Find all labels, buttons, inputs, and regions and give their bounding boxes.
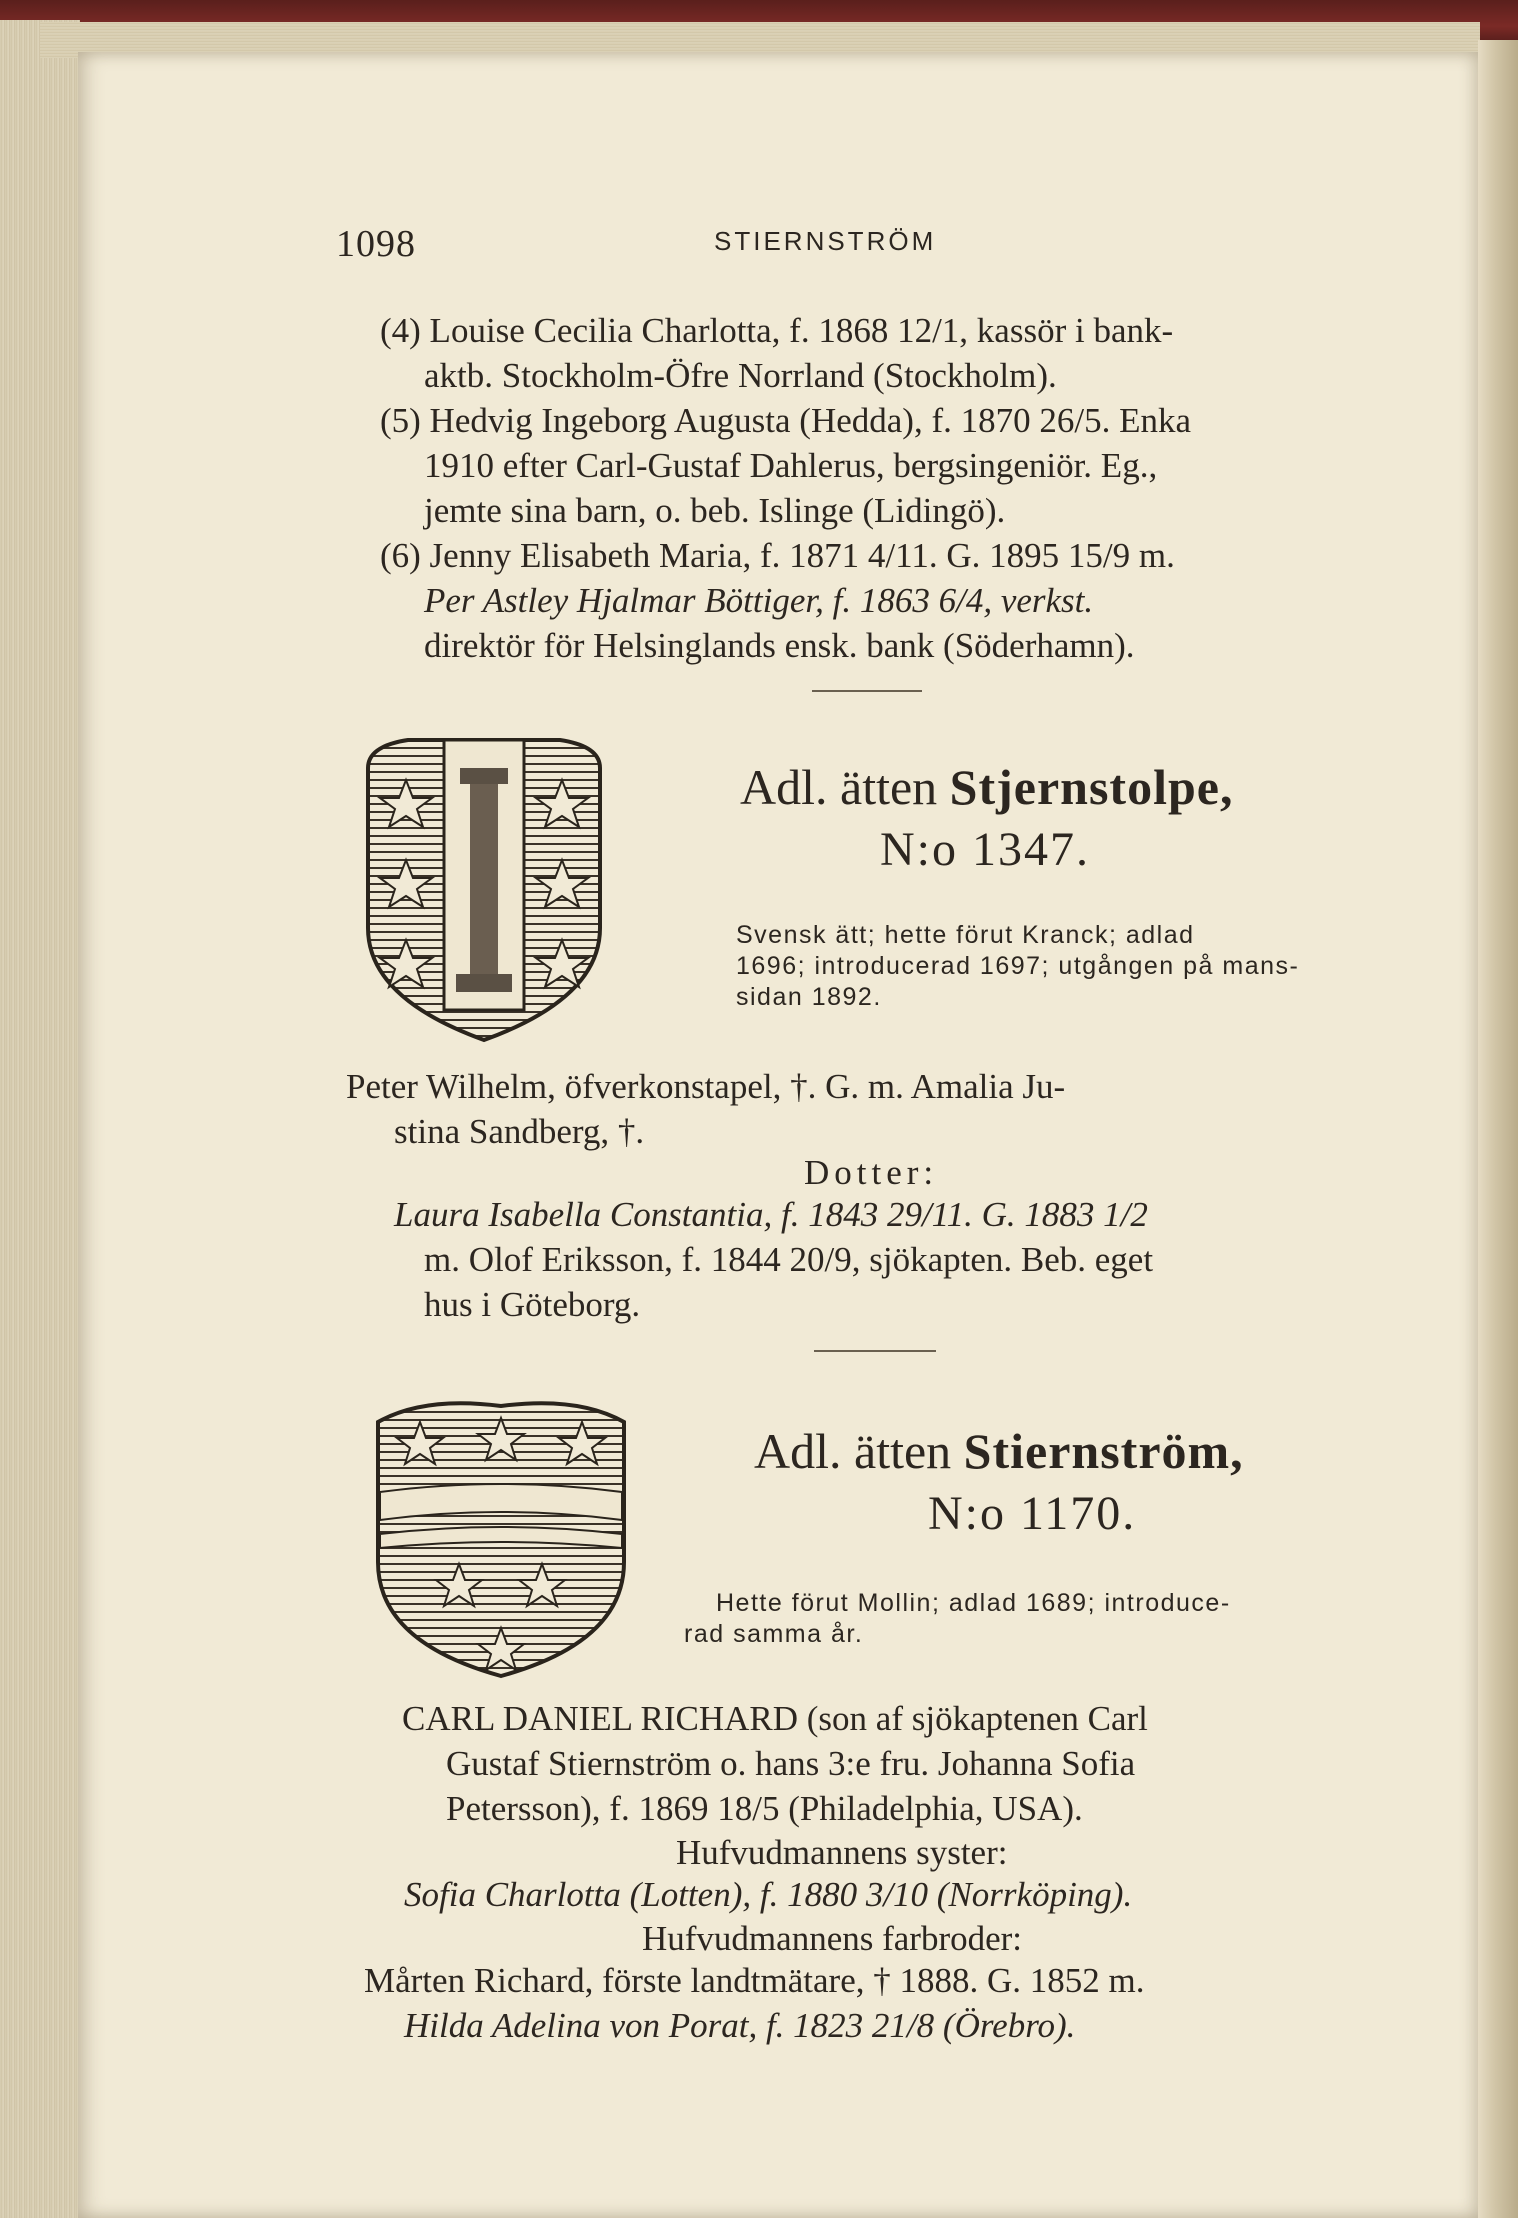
- relation-heading: Hufvudmannens syster:: [676, 1833, 1008, 1872]
- entry-line: Mårten Richard, förste landtmätare, † 1888. G. 1852 m.: [364, 1961, 1145, 2000]
- entry-line: Sofia Charlotta (Lotten), f. 1880 3/10 (Norrköping).: [404, 1875, 1133, 1914]
- family-heading: [754, 1422, 1244, 1480]
- separator-rule: [814, 1350, 936, 1352]
- entry-line: (4) Louise Cecilia Charlotta, f. 1868 12/1, kassör i bank-: [380, 311, 1174, 350]
- coat-of-arms-stiernstrom: [364, 1392, 638, 1682]
- heading-prefix: Adl. ätten: [740, 759, 938, 815]
- entry-line: CARL DANIEL RICHARD (son af sjökaptenen Carl: [402, 1699, 1148, 1738]
- heading-prefix: Adl. ätten: [754, 1423, 952, 1479]
- family-number: N:o 1347.: [880, 823, 1090, 876]
- family-note-line: Hette förut Mollin; adlad 1689; introduce-: [716, 1589, 1231, 1617]
- family-name: Stiernström,: [963, 1423, 1244, 1479]
- page-stack-left: [0, 20, 80, 2218]
- separator-rule: [812, 690, 922, 692]
- entry-line: Laura Isabella Constantia, f. 1843 29/11. G. 1883 1/2: [394, 1195, 1148, 1234]
- entry-line: direktör för Helsinglands ensk. bank (Söderhamn).: [424, 626, 1135, 665]
- entry-line: Gustaf Stiernström o. hans 3:e fru. Johanna Sofia: [446, 1744, 1136, 1783]
- entry-line: (6) Jenny Elisabeth Maria, f. 1871 4/11. G. 1895 15/9 m.: [380, 536, 1175, 575]
- entry-line: Hilda Adelina von Porat, f. 1823 21/8 (Örebro).: [404, 2006, 1076, 2045]
- coat-of-arms-stjernstolpe: [348, 728, 620, 1048]
- entry-line: aktb. Stockholm-Öfre Norrland (Stockholm).: [424, 356, 1057, 395]
- family-heading: [740, 758, 1233, 816]
- entry-line: (5) Hedvig Ingeborg Augusta (Hedda), f. 1870 26/5. Enka: [380, 401, 1191, 440]
- page-stack-right: [1478, 40, 1518, 2218]
- family-note-line: 1696; introducerad 1697; utgången på mans-: [736, 952, 1300, 980]
- entry-line: jemte sina barn, o. beb. Islinge (Lidingö).: [424, 491, 1006, 530]
- family-note-line: sidan 1892.: [736, 983, 882, 1011]
- family-name: Stjernstolpe,: [949, 759, 1234, 815]
- page-number: 1098: [336, 223, 416, 265]
- relation-heading: Dotter:: [804, 1153, 939, 1192]
- entry-line: Peter Wilhelm, öfverkonstapel, †. G. m. Amalia Ju-: [346, 1067, 1066, 1106]
- entry-line: stina Sandberg, †.: [394, 1112, 645, 1151]
- family-note-line: Svensk ätt; hette förut Kranck; adlad: [736, 921, 1195, 949]
- entry-line: 1910 efter Carl-Gustaf Dahlerus, bergsingeniör. Eg.,: [424, 446, 1158, 485]
- running-head: STIERNSTRÖM: [714, 226, 937, 256]
- entry-line: hus i Göteborg.: [424, 1285, 641, 1324]
- family-note-line: rad samma år.: [684, 1620, 864, 1648]
- family-number: N:o 1170.: [928, 1487, 1137, 1540]
- relation-heading: Hufvudmannens farbroder:: [642, 1919, 1023, 1958]
- entry-line: Petersson), f. 1869 18/5 (Philadelphia, USA).: [446, 1789, 1083, 1828]
- entry-line: Per Astley Hjalmar Böttiger, f. 1863 6/4, verkst.: [424, 581, 1094, 620]
- entry-line: m. Olof Eriksson, f. 1844 20/9, sjökapten. Beb. eget: [424, 1240, 1154, 1279]
